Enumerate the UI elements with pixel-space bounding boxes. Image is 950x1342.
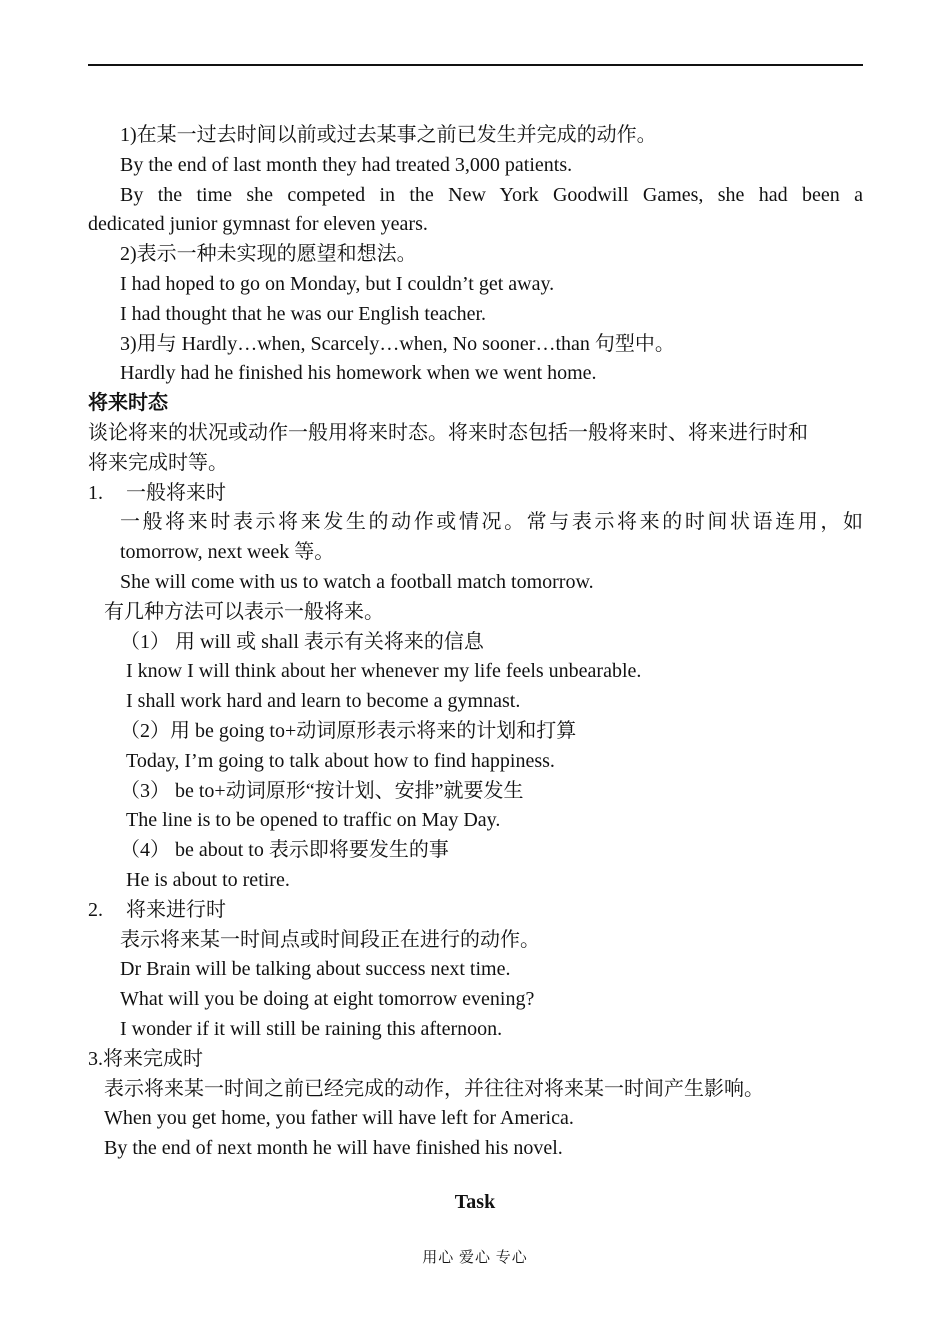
document-body: [88, 121, 863, 1164]
task-heading: Task: [454, 1191, 496, 1213]
text-line: （1） 用 will 或 shall 表示有关将来的信息: [120, 630, 484, 653]
text-line: I shall work hard and learn to become a gymnast.: [126, 690, 521, 713]
item-number: 1.: [88, 481, 103, 504]
text-line: 谈论将来的状况或动作一般用将来时态。将来时态包括一般将来时、将来进行时和: [88, 421, 808, 444]
text-line: Today, I’m going to talk about how to find happiness.: [126, 749, 555, 772]
text-line: By the end of next month he will have finished his novel.: [104, 1137, 563, 1160]
numbered-heading: [88, 479, 863, 509]
text-line: 表示将来某一时间之前已经完成的动作，并往往对将来某一时间产生影响。: [104, 1077, 764, 1100]
numbered-heading: [88, 896, 863, 926]
numbered-heading: 3.将来完成时: [88, 1047, 203, 1070]
text-line: I know I will think about her whenever my life feels unbearable.: [126, 660, 642, 683]
header-rule: [88, 64, 863, 66]
text-line: He is about to retire.: [126, 868, 290, 891]
text-line: By the end of last month they had treated 3,000 patients.: [120, 153, 573, 176]
text-line: She will come with us to watch a football match tomorrow.: [120, 570, 594, 593]
text-line: By the time she competed in the New York Goodwill Games, she had been a: [120, 183, 863, 206]
text-line: 表示将来某一时间点或时间段正在进行的动作。: [120, 928, 540, 951]
text-line: tomorrow, next week 等。: [120, 541, 335, 564]
item-number: 2.: [88, 898, 103, 921]
text-line: 有几种方法可以表示一般将来。: [104, 600, 384, 623]
text-line: dedicated junior gymnast for eleven years.: [88, 213, 428, 236]
section-heading: 将来时态: [88, 392, 168, 415]
text-line: （2）用 be going to+动词原形表示将来的计划和打算: [120, 719, 577, 742]
text-line: What will you be doing at eight tomorrow evening?: [120, 988, 535, 1011]
text-line: When you get home, you father will have left for America.: [104, 1107, 574, 1130]
text-line: The line is to be opened to traffic on May Day.: [126, 809, 501, 832]
text-line: 1)在某一过去时间以前或过去某事之前已发生并完成的动作。: [120, 124, 657, 146]
text-line: （3） be to+动词原形“按计划、安排”就要发生: [120, 779, 524, 802]
text-line: I had thought that he was our English teacher.: [120, 302, 487, 325]
text-line: 3)用与 Hardly…when, Scarcely…when, No sooner…than 句型中。: [120, 332, 675, 355]
text-line: I wonder if it will still be raining this afternoon.: [120, 1017, 503, 1040]
text-line: （4） be about to 表示即将要发生的事: [120, 839, 449, 862]
text-line: 2)表示一种未实现的愿望和想法。: [120, 243, 417, 266]
text-line: Hardly had he finished his homework when we went home.: [120, 362, 597, 385]
text-line: I had hoped to go on Monday, but I couldn’t get away.: [120, 272, 555, 295]
text-line: 将来完成时等。: [88, 451, 228, 474]
text-line: Dr Brain will be talking about success next time.: [120, 958, 511, 981]
item-title: 将来进行时: [126, 898, 226, 921]
page-footer: 用心 爱心 专心: [422, 1250, 528, 1266]
item-title: 一般将来时: [126, 481, 226, 504]
text-line: 一般将来时表示将来发生的动作或情况。常与表示将来的时间状语连用，如: [120, 511, 863, 534]
